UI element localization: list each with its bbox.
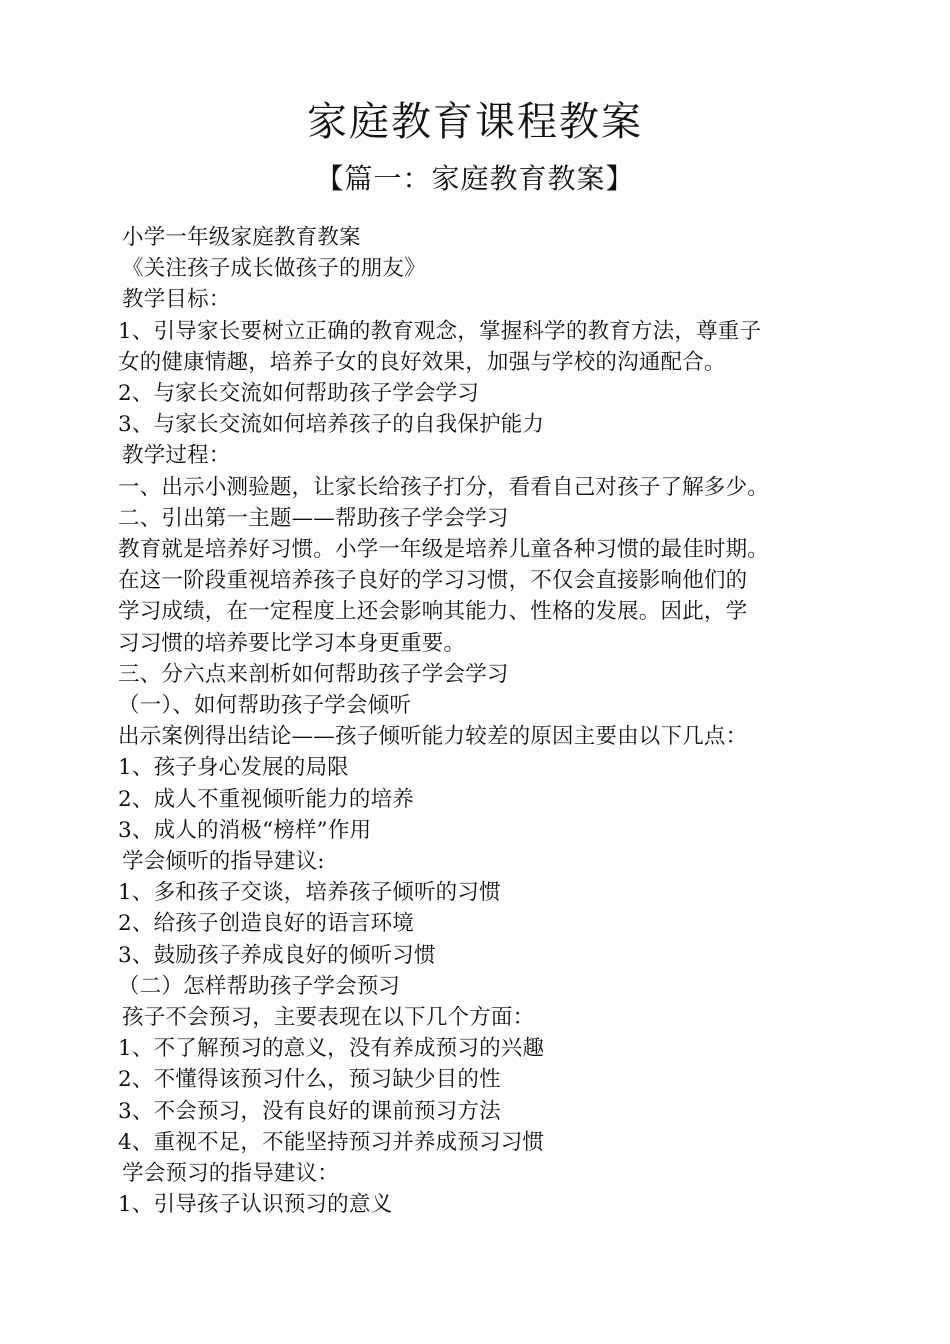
text-line: （一）、如何帮助孩子学会倾听 [118, 693, 412, 719]
text-line: 在这一阶段重视培养孩子良好的学习习惯，不仅会直接影响他们的 [118, 568, 748, 594]
document-body [118, 222, 858, 1221]
text-line: 三、分六点来剖析如何帮助孩子学会学习 [118, 661, 509, 687]
text-line: 1、不了解预习的意义，没有养成预习的兴趣 [118, 1036, 545, 1062]
text-line: 习习惯的培养要比学习本身更重要。 [118, 630, 466, 656]
text-line: 二、引出第一主题——帮助孩子学会学习 [118, 505, 509, 531]
text-line: 小学一年级家庭教育教案 [122, 225, 361, 250]
text-line: 1、引导孩子认识预习的意义 [118, 1192, 393, 1218]
text-line: 女的健康情趣，培养子女的良好效果，加强与学校的沟通配合。 [118, 349, 726, 375]
text-line: 一、出示小测验题，让家长给孩子打分，看看自己对孩子了解多少。 [118, 474, 770, 500]
document-title: 家庭教育课程教案 [307, 99, 643, 145]
text-line: 《关注孩子成长做孩子的朋友》 [122, 256, 426, 282]
text-line: 出示案例得出结论——孩子倾听能力较差的原因主要由以下几点： [118, 724, 748, 750]
text-line: 1、引导家长要树立正确的教育观念，掌握科学的教育方法，尊重子 [118, 318, 762, 344]
text-line: 学会倾听的指导建议: [122, 849, 325, 875]
text-line: 1、多和孩子交谈，培养孩子倾听的习惯 [118, 880, 501, 906]
text-line: 3、鼓励孩子养成良好的倾听习惯 [118, 942, 436, 968]
text-line: 3、不会预习，没有良好的课前预习方法 [118, 1098, 501, 1124]
section-heading: 【篇一：家庭教育教案】 [315, 162, 635, 195]
text-line: 3、与家长交流如何培养孩子的自我保护能力 [118, 412, 545, 438]
text-line: 2、不懂得该预习什么，预习缺少目的性 [118, 1067, 501, 1093]
text-line: 2、与家长交流如何帮助孩子学会学习 [118, 381, 480, 407]
text-line: 孩子不会预习，主要表现在以下几个方面： [122, 1005, 535, 1031]
text-line: 4、重视不足，不能坚持预习并养成预习习惯 [118, 1129, 545, 1155]
text-line: 教学目标： [122, 287, 231, 313]
text-line: 学习成绩，在一定程度上还会影响其能力、性格的发展。因此，学 [118, 599, 748, 625]
text-line: 2、成人不重视倾听能力的培养 [118, 786, 414, 812]
text-line: （二）怎样帮助孩子学会预习 [118, 973, 401, 999]
text-line: 2、给孩子创造良好的语言环境 [118, 911, 414, 937]
text-line: 1、孩子身心发展的局限 [118, 755, 349, 781]
text-line: 教学过程： [122, 443, 231, 469]
text-line: 教育就是培养好习惯。小学一年级是培养儿童各种习惯的最佳时期。 [118, 537, 770, 563]
text-line: 3、成人的消极“榜样”作用 [118, 817, 372, 843]
text-line: 学会预习的指导建议： [122, 1161, 340, 1187]
